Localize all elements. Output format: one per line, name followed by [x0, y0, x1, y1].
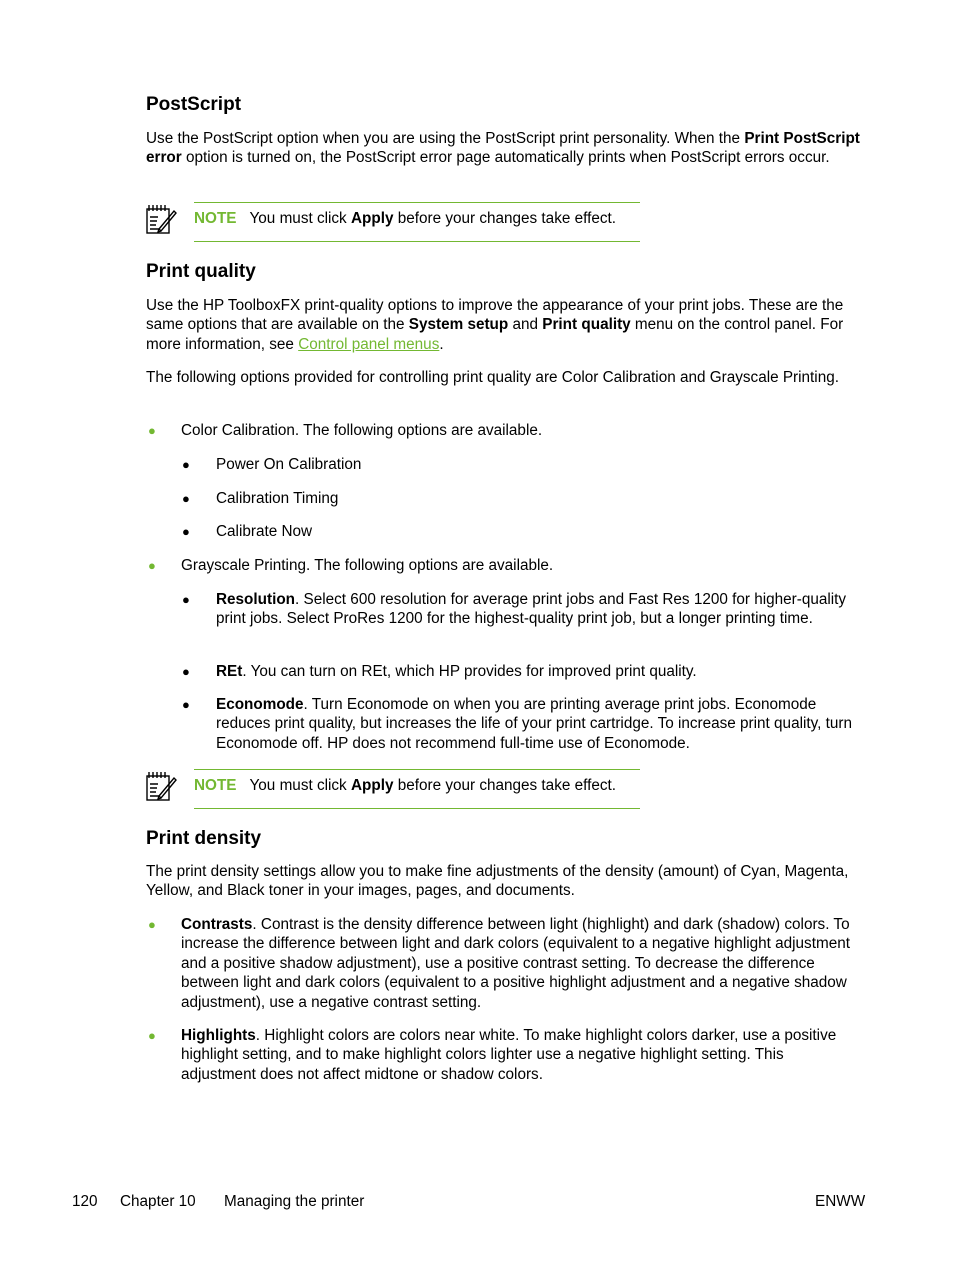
note-text: NOTE You must click Apply before your changes take effect.: [194, 777, 616, 794]
list-item-economode: Economode. Turn Economode on when you are printing average print jobs. Economode reduces print quality, but increases the life of your print cartridge. To increase print quality, turn Economode off. HP does not recommend full-time use of Economode.: [216, 696, 852, 752]
bullet-black: ●: [182, 491, 190, 506]
bullet-black: ●: [182, 457, 190, 472]
bullet-green: ●: [148, 1028, 156, 1043]
list-item-ret: REt. You can turn on REt, which HP provides for improved print quality.: [216, 663, 697, 680]
note-box: [194, 769, 640, 809]
list-item-resolution: Resolution. Select 600 resolution for average print jobs and Fast Res 1200 for higher-quality print jobs. Select ProRes 1200 for the highest-quality print job, but a longer printing time.: [216, 591, 847, 628]
print-quality-paragraph-2: The following options provided for controlling print quality are Color Calibration and Grayscale Printing.: [146, 369, 839, 386]
heading-print-quality: Print quality: [146, 261, 256, 282]
list-item-grayscale-printing: Grayscale Printing. The following options are available.: [181, 557, 554, 574]
list-item-highlights: Highlights. Highlight colors are colors near white. To make highlight colors darker, use a positive highlight setting, and to make highlight colors lighter use a negative highlight setting. This adjustment does not affect midtone or shadow colors.: [181, 1027, 837, 1083]
bullet-green: ●: [148, 423, 156, 438]
list-item-calibrate-now: Calibrate Now: [216, 523, 313, 540]
heading-print-density: Print density: [146, 828, 262, 849]
footer-locale: ENWW: [815, 1193, 866, 1210]
bullet-green: ●: [148, 558, 156, 573]
note-text: NOTE You must click Apply before your changes take effect.: [194, 210, 616, 227]
control-panel-menus-link[interactable]: Control panel menus: [298, 335, 440, 353]
note-box: [194, 202, 640, 242]
print-quality-paragraph-1: Use the HP ToolboxFX print-quality options to improve the appearance of your print jobs. These are the same options that are available on the System setup and Print quality menu on the control panel. For more information, see Control panel menus.: [146, 297, 844, 353]
note-icon: [145, 770, 177, 802]
note-label: NOTE: [194, 210, 237, 227]
list-item-power-on-calibration: Power On Calibration: [216, 456, 362, 473]
note-label: NOTE: [194, 777, 237, 794]
print-density-paragraph: The print density settings allow you to make fine adjustments of the density (amount) of Cyan, Magenta, Yellow, and Black toner in your images, pages, and documents.: [146, 863, 849, 900]
list-item-contrasts: Contrasts. Contrast is the density difference between light (highlight) and dark (shadow) colors. To increase the difference between light and dark colors (equivalent to a negative highlight adjustment and a positive shadow adjustment), use a positive contrast setting. To decrease the difference between light and dark colors (equivalent to a positive highlight adjustment and a negative shadow adjustment), use a negative contrast setting.: [181, 916, 850, 1011]
postscript-paragraph: Use the PostScript option when you are using the PostScript print personality. When the Print PostScript error option is turned on, the PostScript error page automatically prints when PostScript errors occur.: [146, 130, 860, 167]
bullet-green: ●: [148, 917, 156, 932]
heading-postscript: PostScript: [146, 94, 242, 115]
bullet-black: ●: [182, 697, 190, 712]
list-item-calibration-timing: Calibration Timing: [216, 490, 339, 507]
bullet-black: ●: [182, 524, 190, 539]
footer-chapter-title: Managing the printer: [224, 1193, 365, 1210]
footer-page-number: 120: [72, 1193, 98, 1210]
footer-chapter: Chapter 10: [120, 1193, 196, 1210]
note-icon: [145, 203, 177, 235]
list-item-color-calibration: Color Calibration. The following options are available.: [181, 422, 543, 439]
bullet-black: ●: [182, 664, 190, 679]
bullet-black: ●: [182, 592, 190, 607]
